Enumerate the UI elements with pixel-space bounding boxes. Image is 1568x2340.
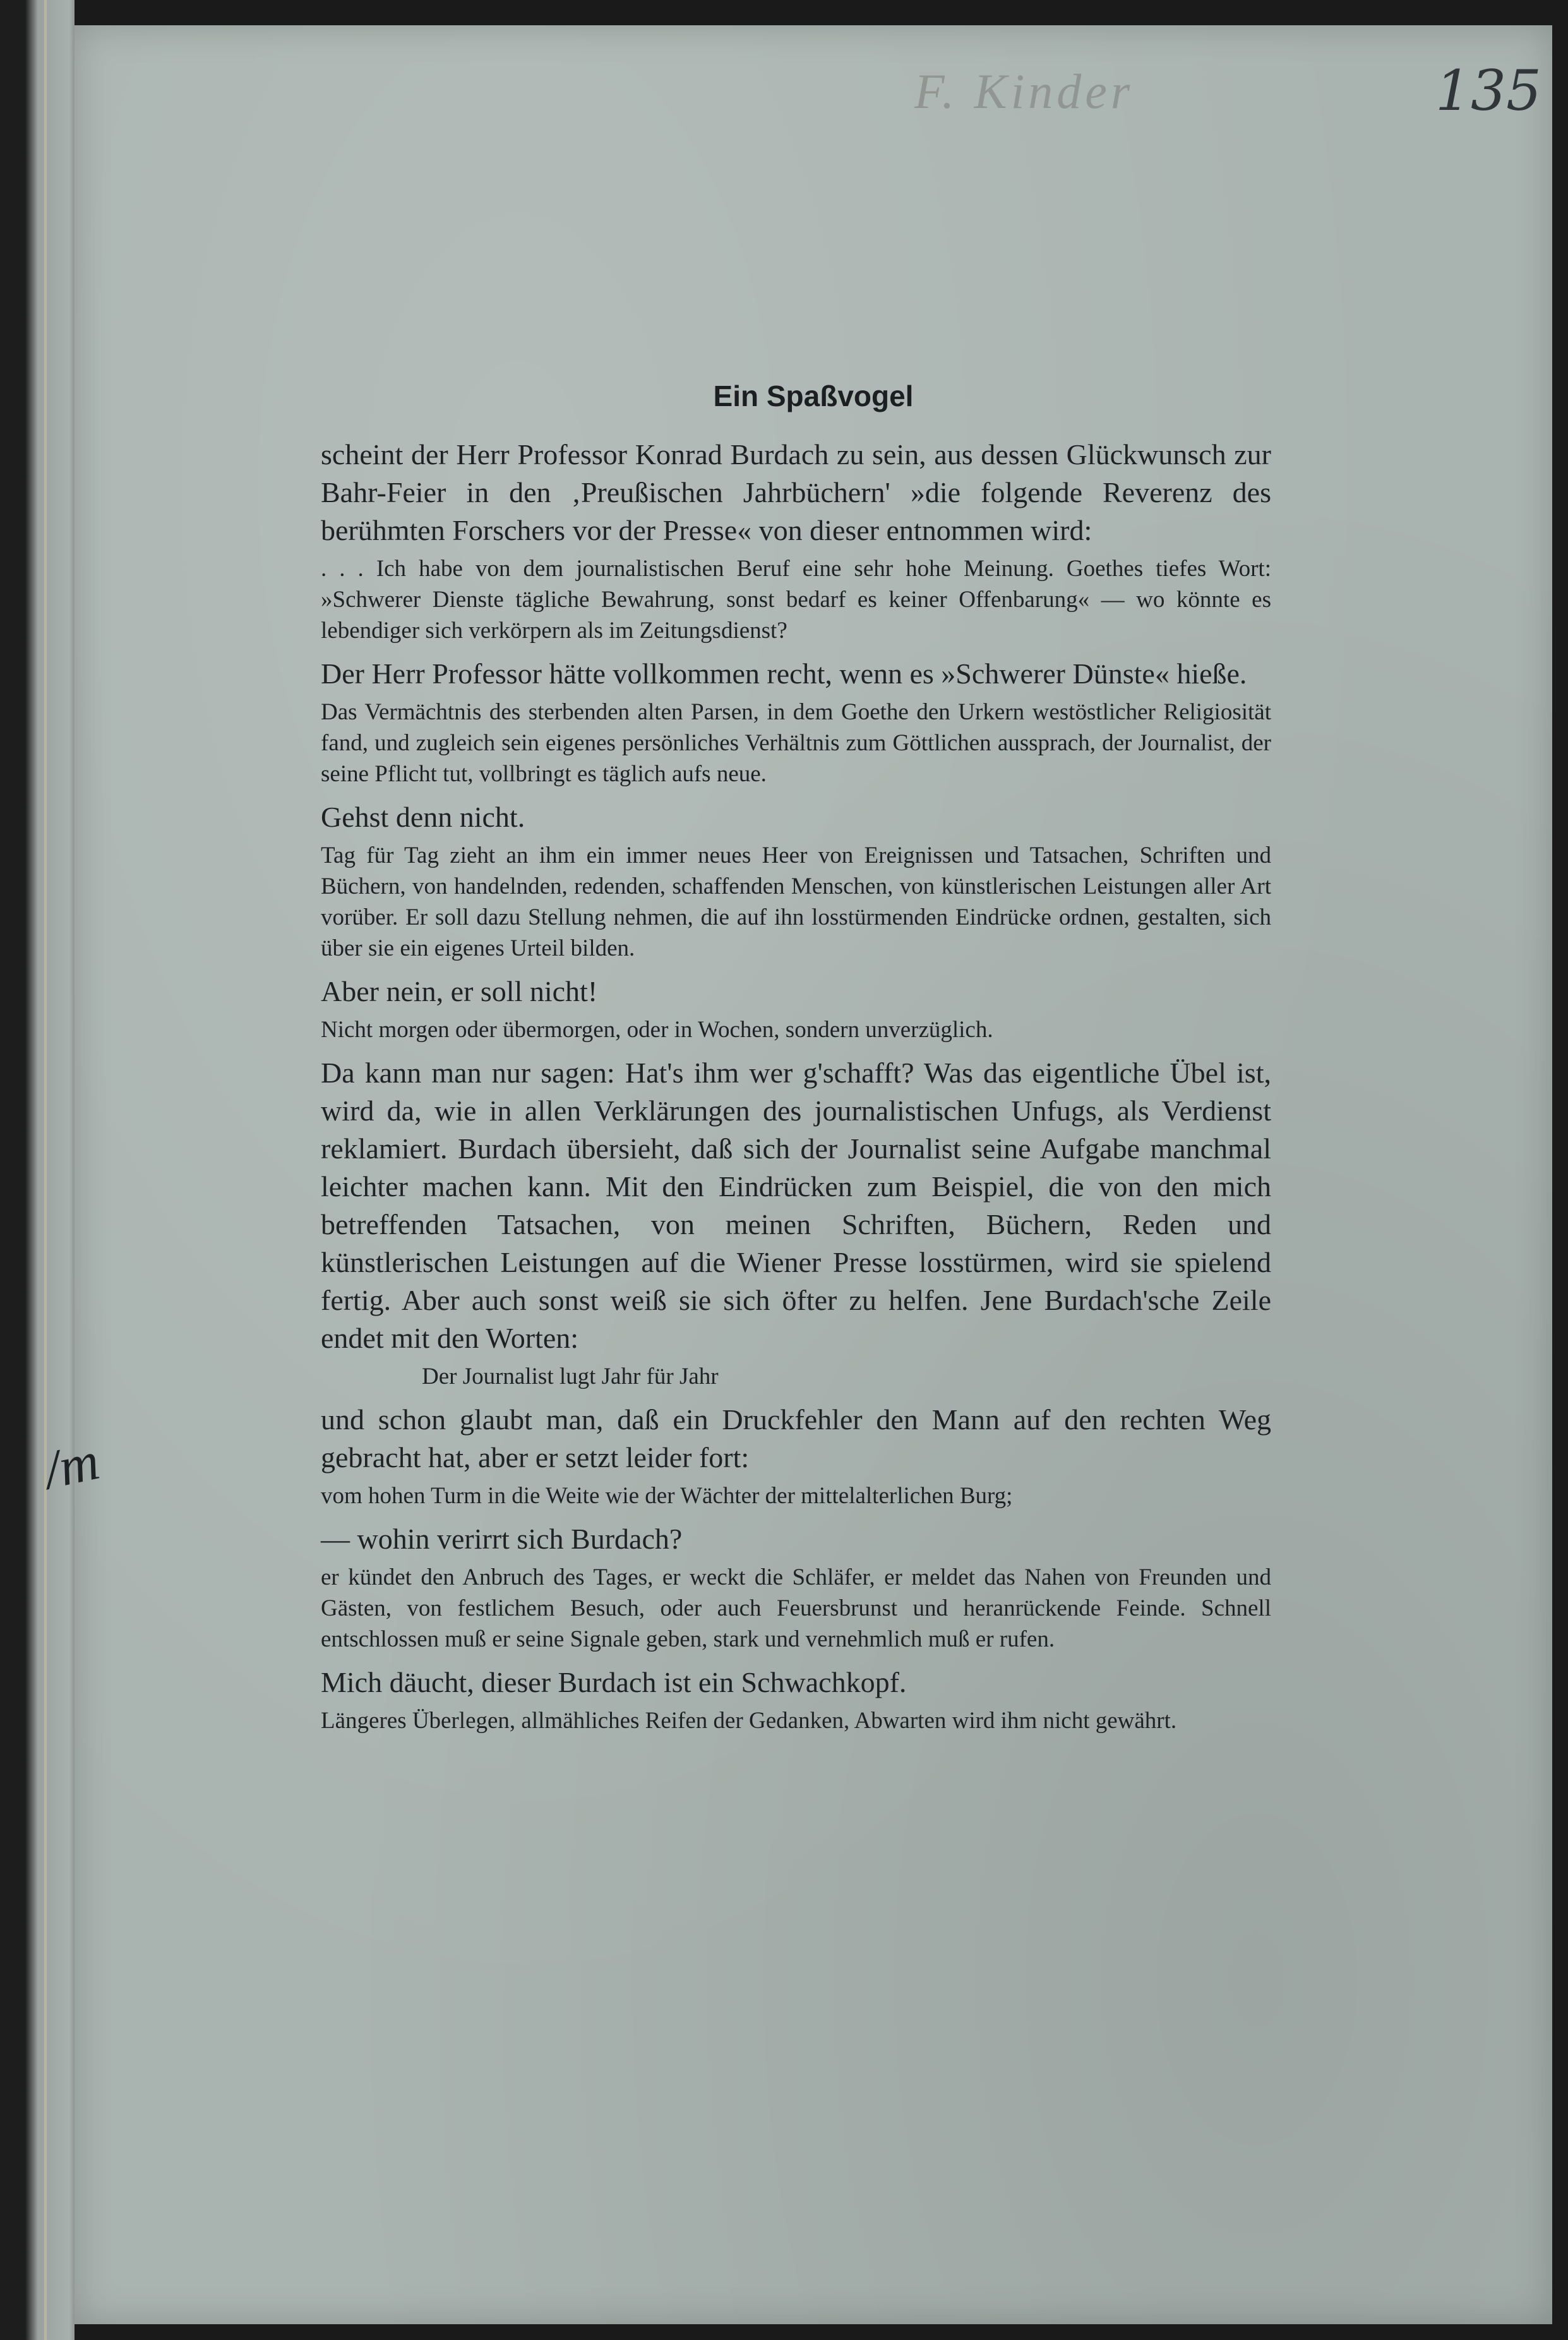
paragraph-schwachkopf: Mich däucht, dieser Burdach ist ein Schwachkopf. [321, 1666, 907, 1698]
binding-edge [44, 0, 47, 2340]
quote-vermaechtnis: Das Vermächtnis des sterbenden alten Parsen, in dem Goethe den Urkern westöstlicher Religiosität fand, und zugleich sein eigenes persönliches Verhältnis zum Göttlichen aussprach, der Journalist, der seine Pflicht tut, vollbringt es täglich aufs neue. [321, 699, 1271, 787]
adjacent-page-edge [0, 0, 75, 2340]
article-title: Ein Spaßvogel [713, 380, 914, 412]
article-body [321, 436, 1271, 1745]
paragraph-intro: scheint der Herr Professor Konrad Burdach zu sein, aus dessen Glückwunsch zur Bahr-Feier in den ‚Preußischen Jahrbüchern' »die folgende Reverenz des berühmten Forschers vor der Presse« von dieser entnommen wird: [321, 438, 1271, 546]
paragraph-comment-3: Aber nein, er soll nicht! [321, 975, 598, 1007]
margin-handwriting: /m [38, 1430, 105, 1501]
quote-hoher-turm: vom hohen Turm in die Weite wie der Wächter der mittelalterlichen Burg; [321, 1483, 1013, 1509]
quote-ueberlegen: Längeres Überlegen, allmähliches Reifen der Gedanken, Abwarten wird ihm nicht gewährt. [321, 1708, 1177, 1734]
paragraph-comment-1: Der Herr Professor hätte vollkommen recht, wenn es »Schwerer Dünste« hieße. [321, 657, 1247, 690]
document-page [75, 25, 1552, 2324]
paragraph-verirrt: — wohin verirrt sich Burdach? [321, 1523, 683, 1555]
paragraph-druckfehler: und schon glaubt man, daß ein Druckfehler den Mann auf den rechten Weg gebracht hat, aber er setzt leider fort: [321, 1403, 1271, 1473]
quote-goethe: . . . Ich habe von dem journalistischen Beruf eine sehr hohe Meinung. Goethes tiefes Wort: »Schwerer Dienste tägliche Bewahrung, sonst bedarf es keiner Offenbarung« — wo könnte es lebendiger sich verkörpern als im Zeitungsdienst? [321, 556, 1271, 644]
handwritten-signature: F. Kinder [914, 64, 1134, 119]
quote-kuendet: er kündet den Anbruch des Tages, er weckt die Schläfer, er meldet das Nahen von Freunden und Gästen, von festlichem Besuch, oder auch Feuersbrunst und heranrückende Feinde. Schnell entschlossen muß er seine Signale geben, stark und vernehmlich muß er rufen. [321, 1564, 1271, 1652]
paragraph-main-commentary: Da kann man nur sagen: Hat's ihm wer g'schafft? Was das eigentliche Übel ist, wird da, wie in allen Verklärungen des journalistischen Unfugs, als Verdienst reklamiert. Burdach übersieht, daß sich der Journalist seine Aufgabe manchmal leichter machen kann. Mit den Eindrücken zum Beispiel, die von den mich betreffenden Tatsachen, von meinen Schriften, Büchern, Reden und künstlerischen Leistungen auf die Wiener Presse losstürmen, wird sie spielend fertig. Aber auch sonst weiß sie sich öfter zu helfen. Jene Burdach'sche Zeile endet mit den Worten: [321, 1057, 1271, 1354]
paragraph-comment-2: Gehst denn nicht. [321, 801, 525, 833]
quote-tag-fuer-tag: Tag für Tag zieht an ihm ein immer neues Heer von Ereignissen und Tatsachen, Schriften und Büchern, von handelnden, redenden, schaffenden Menschen, von künstlerischen Leistungen aller Art vorüber. Er soll dazu Stellung nehmen, die auf ihn losstürmenden Eindrücke ordnen, gestalten, sich über sie ein eigenes Urteil bilden. [321, 843, 1271, 961]
quote-journalist-lugt: Der Journalist lugt Jahr für Jahr [422, 1364, 719, 1389]
page-number: 135 [1435, 58, 1541, 123]
quote-unverzueglich: Nicht morgen oder übermorgen, oder in Wochen, sondern unverzüglich. [321, 1017, 993, 1043]
